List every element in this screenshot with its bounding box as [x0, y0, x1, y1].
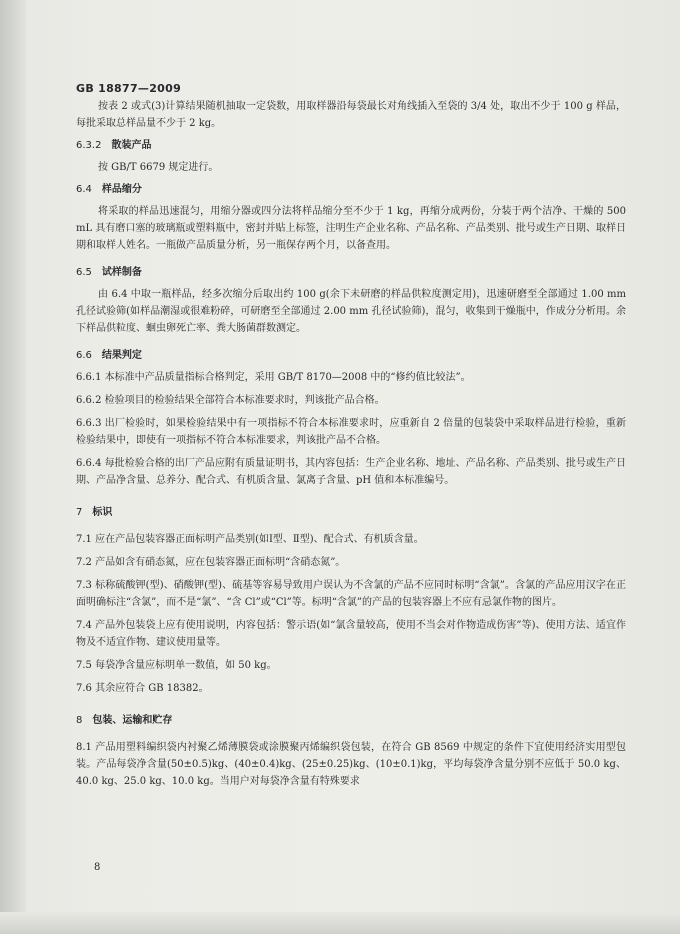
- clause-7-6: 7.6 其余应符合 GB 18382。: [76, 683, 209, 694]
- page-number: 8: [94, 862, 101, 873]
- standard-header: GB 18877—2009: [76, 82, 182, 95]
- heading-7: 7 标识: [76, 507, 113, 518]
- clause-6-6-4: 6.6.4 每批检验合格的出厂产品应附有质量证明书，其内容包括：生产企业名称、地址、产品名称、产品类别、批号或生产日期、产品净含量、总养分、配合式、有机质含量、氯离子含量、pH 值和本标准编号。: [76, 458, 626, 486]
- clause-7-1: 7.1 应在产品包装容器正面标明产品类别(如Ⅰ型、Ⅱ型)、配合式、有机质含量。: [76, 534, 424, 545]
- paragraph-sampling-bags: 按表 2 或式(3)计算结果随机抽取一定袋数，用取样器沿每袋最长对角线插入至袋的 3/4 处，取出不少于 100 g 样品，每批采取总样品量不少于 2 kg。: [76, 101, 626, 129]
- clause-6-6-2: 6.6.2 检验项目的检验结果全部符合本标准要求时，判该批产品合格。: [76, 395, 385, 406]
- heading-8: 8 包装、运输和贮存: [76, 715, 173, 726]
- clause-6-6-1: 6.6.1 本标准中产品质量指标合格判定，采用 GB/T 8170—2008 中的“修约值比较法”。: [76, 372, 471, 383]
- heading-6-3-2: 6.3.2 散装产品: [76, 140, 152, 151]
- heading-6-5: 6.5 试样制备: [76, 267, 142, 278]
- clause-6-6-3: 6.6.3 出厂检验时，如果检验结果中有一项指标不符合本标准要求时，应重新自 2 倍量的包装袋中采取样品进行检验，重新检验结果中，即使有一项指标不符合本标准要求，判该批产品不合格。: [76, 418, 626, 446]
- clause-7-4: 7.4 产品外包装袋上应有使用说明，内容包括：警示语(如“氯含量较高，使用不当会对作物造成伤害”等)、使用方法、适宜作物及不适宜作物、建议使用量等。: [76, 620, 626, 648]
- heading-6-6: 6.6 结果判定: [76, 350, 142, 361]
- clause-7-5: 7.5 每袋净含量应标明单一数值，如 50 kg。: [76, 660, 277, 671]
- paragraph-sample-prep: 由 6.4 中取一瓶样品，经多次缩分后取出约 100 g(余下未研磨的样品供粒度测定用)，迅速研磨至全部通过 1.00 mm 孔径试验筛(如样品潮湿或很难粉碎，可研磨至全部通过 2.00 mm 孔径试验筛)，混匀，收集到干燥瓶中，作成分分析用。余下样品供粒度、蛔虫卵死亡率、粪大肠菌群数测定。: [76, 289, 626, 334]
- paragraph-bulk: 按 GB/T 6679 规定进行。: [98, 162, 219, 173]
- scan-shadow-left: [0, 0, 26, 934]
- clause-8-1: 8.1 产品用塑料编织袋内衬聚乙烯薄膜袋或涂膜聚丙烯编织袋包装，在符合 GB 8569 中规定的条件下宜使用经济实用型包装。产品每袋净含量(50±0.5)kg、(40±0.4)kg、(25±0.25)kg、(10±0.1)kg，平均每袋净含量分别不应低于 50.0 kg、40.0 kg、25.0 kg、10.0 kg。当用户对每袋净含量有特殊要求: [76, 742, 626, 787]
- heading-6-4: 6.4 样品缩分: [76, 184, 142, 195]
- paragraph-sample-division: 将采取的样品迅速混匀，用缩分器或四分法将样品缩分至不少于 1 kg，再缩分成两份，分装于两个洁净、干燥的 500 mL 具有磨口塞的玻璃瓶或塑料瓶中，密封并贴上标签，注明生产企业名称、产品名称、产品类别、批号或生产日期、取样日期和取样人姓名。一瓶做产品质量分析，另一瓶保存两个月，以备查用。: [76, 206, 626, 251]
- clause-7-3: 7.3 标称硫酸钾(型)、硝酸钾(型)、硫基等容易导致用户误认为不含氯的产品不应同时标明“含氯”。含氯的产品应用汉字在正面明确标注“含氯”，而不是“氯”、“含 Cl”或“Cl”等。标明“含氯”的产品的包装容器上不应有忌氯作物的图片。: [76, 580, 626, 608]
- clause-7-2: 7.2 产品如含有硝态氮，应在包装容器正面标明“含硝态氮”。: [76, 557, 346, 568]
- document-body: [76, 98, 626, 790]
- scan-shadow-bottom: [0, 912, 680, 934]
